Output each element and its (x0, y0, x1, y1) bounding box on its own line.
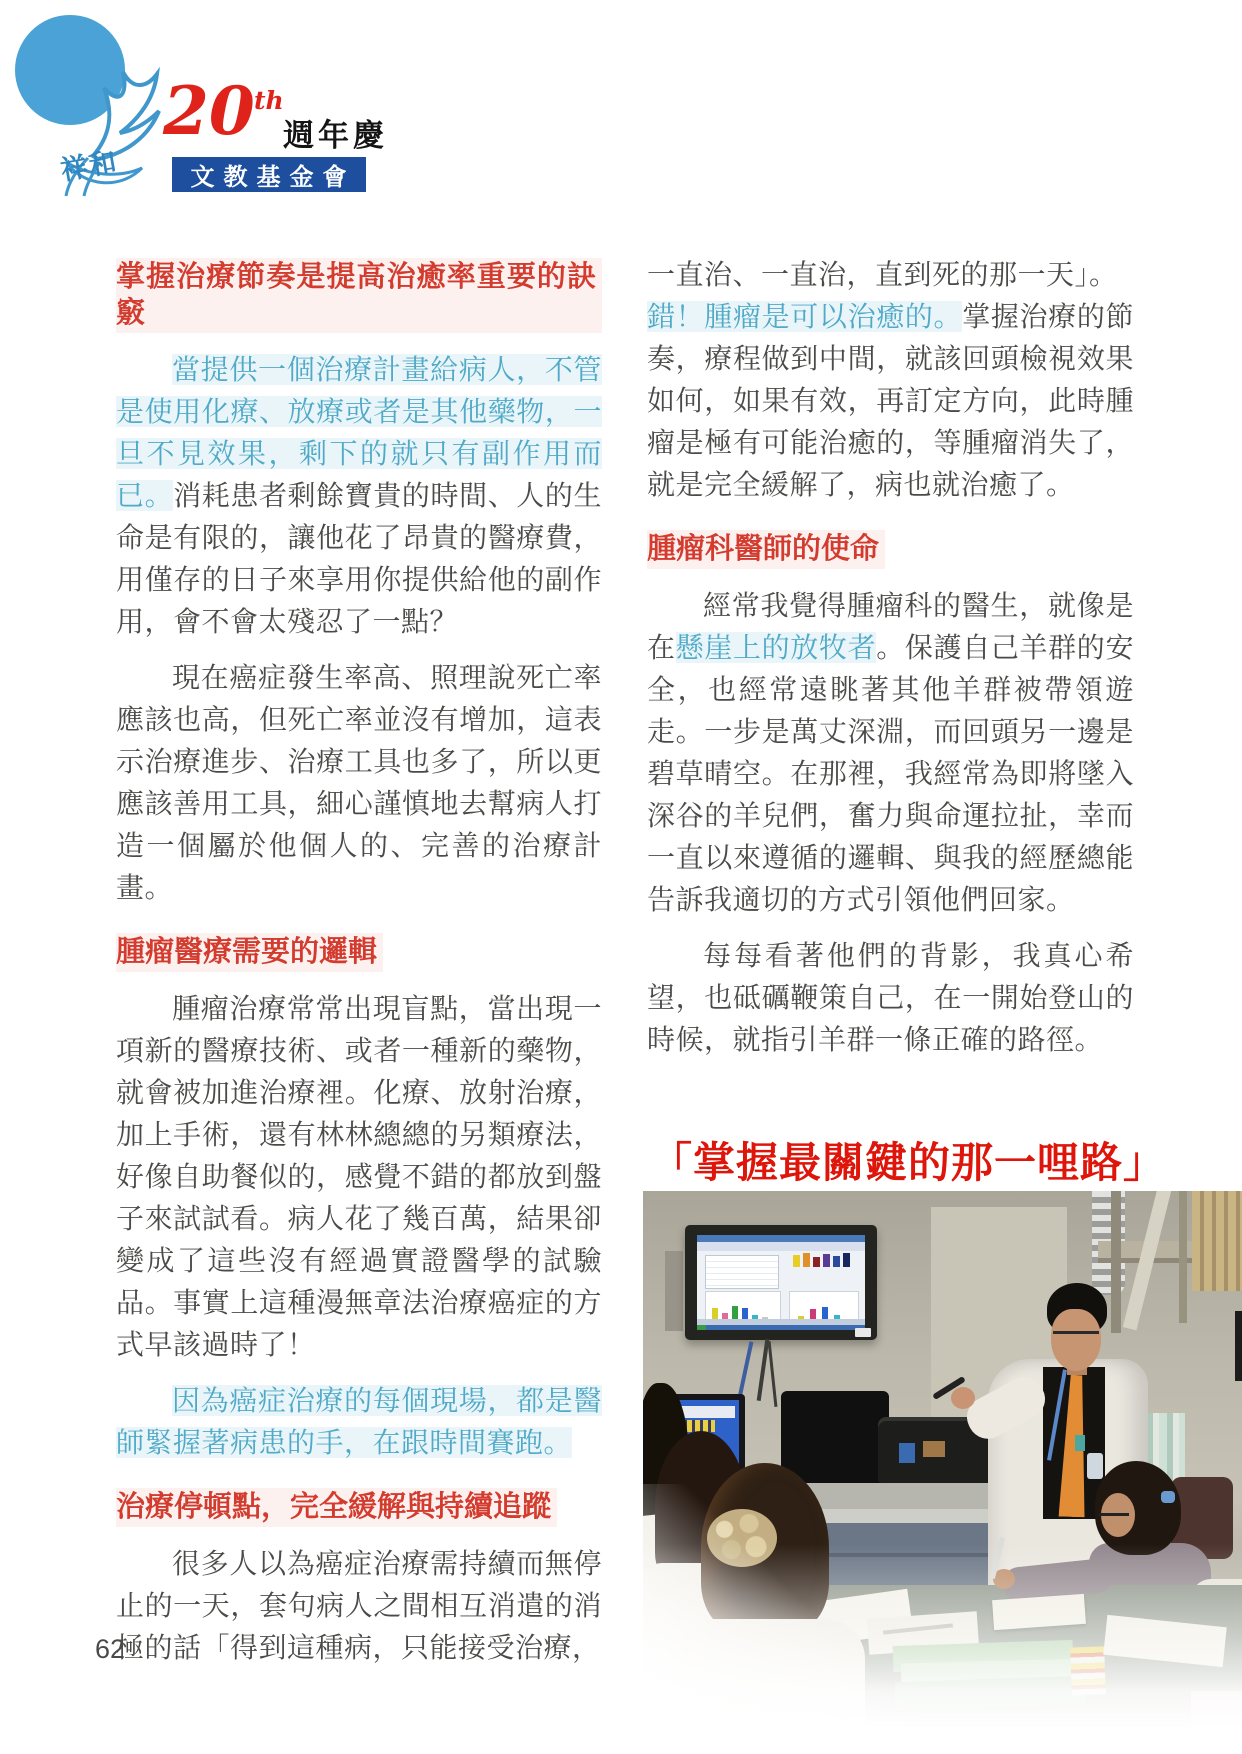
anniversary-label: 週年慶 (283, 118, 388, 154)
highlighted-text: 懸崖上的放牧者 (675, 632, 877, 663)
anniversary-suffix: th (254, 86, 284, 115)
anniversary-number: 20 (163, 72, 255, 150)
shelf-rail (1111, 1191, 1121, 1333)
heading-oncologist-mission: 腫瘤科醫師的使命 (647, 530, 885, 569)
tv-sticker (855, 1328, 871, 1337)
left-column (116, 254, 602, 1683)
paragraph (647, 254, 1134, 506)
body-text: 。保護自己羊群的安全，也經常遠眺著其他羊群被帶領遊走。一步是萬丈深淵，而回頭另一邊是碧草晴空。在那裡，我經常為即將墜入深谷的羊兒們，奮力與命運拉扯，幸而一直以來遵循的邏輯、與我的經歷總能告訴我適切的方式引領他們回家。 (647, 632, 1134, 915)
body-text: 消耗患者剩餘寶貴的時間、人的生命是有限的，讓他花了昂貴的醫療費，用僅存的日子來享用你提供給他的副作用，會不會太殘忍了一點？ (116, 480, 602, 637)
tv-screen (697, 1235, 865, 1330)
doctor-glasses (1053, 1331, 1099, 1343)
shelf-rail (1179, 1191, 1187, 1323)
paragraph: 現在癌症發生率高、照理說死亡率應該也高，但死亡率並沒有增加，這表示治療進步、治療工具也多了，所以更應該善用工具，細心謹慎地去幫病人打造一個屬於他個人的、完善的治療計畫。 (116, 662, 602, 903)
highlighted-text: 因為癌症治療的每個現場，都是醫師緊握著病患的手，在跟時間賽跑。 (116, 1385, 602, 1458)
wall-tv (685, 1225, 877, 1340)
attendee-glasses (1099, 1507, 1129, 1516)
tv-mini-bar-chart (791, 1249, 857, 1267)
heading-treatment-rhythm: 掌握治療節奏是提高治癒率重要的訣竅 (116, 258, 602, 333)
photo-caption: 「掌握最關鍵的那一哩路」 (650, 1138, 1167, 1187)
body-text: 掌握治療的節奏，療程做到中間，就該回頭檢視效果如何，如果有效，再訂定方向，此時腫瘤是極有可能治癒的，等腫瘤消失了，就是完全緩解了，病也就治癒了。 (647, 301, 1134, 500)
doctor-hand (951, 1387, 975, 1409)
page-number: 62 (95, 1634, 126, 1664)
body-text: 經常我覺得腫瘤科的醫生，就像是在 (647, 590, 1134, 663)
paragraph (116, 349, 602, 643)
tv-data-table (705, 1255, 779, 1289)
doctor-badge-clip (1075, 1435, 1085, 1451)
right-column (647, 254, 1134, 1075)
tv-window-titlebar (697, 1235, 865, 1242)
tv-start-button (697, 1325, 706, 1330)
tv-taskbar (697, 1325, 865, 1330)
shelf-slats (1192, 1191, 1242, 1291)
dark-edge (1235, 1311, 1242, 1381)
tv-wall-mount (665, 1251, 683, 1331)
meeting-photo (643, 1191, 1242, 1754)
paragraph (116, 1380, 602, 1464)
doctor-badge (1087, 1453, 1103, 1479)
paragraph: 很多人以為癌症治療需持續而無停止的一天，套句病人之間相互消遣的消極的話「得到這種病，只能接受治療， (116, 1548, 602, 1663)
pen-cup (899, 1443, 915, 1463)
attendee-hairclip (1161, 1491, 1175, 1503)
cable (768, 1341, 778, 1407)
heading-treatment-pause: 治療停頓點，完全緩解與持續追蹤 (116, 1488, 557, 1527)
foundation-banner: 文教基金會 (172, 157, 366, 192)
highlighted-text: 當提供一個治療計畫給病人，不管是使用化療、放療或者是其他藥物，一旦不見效果，剩下的就只有副作用而已。 (116, 354, 602, 511)
photo-fade (643, 1544, 1242, 1754)
body-text: 一直治、一直治，直到死的那一天」。 (647, 259, 1118, 290)
paragraph: 每每看著他們的背影，我真心希望，也砥礪鞭策自己，在一開始登山的時候，就指引羊群一條正確的路徑。 (647, 940, 1134, 1055)
paragraph: 腫瘤治療常常出現盲點，當出現一項新的醫療技術、或者一種新的藥物，就會被加進治療裡。化療、放射治療，加上手術，還有林林總總的另類療法，好像自助餐似的，感覺不錯的都放到盤子來試試看。病人花了幾百萬，結果卻變成了這些沒有經過實證醫學的試驗品。事實上這種漫無章法治療癌症的方式早該過時了！ (116, 993, 602, 1360)
brand-name: 祥和 (58, 146, 121, 187)
paragraph (647, 585, 1134, 921)
highlighted-text: 錯！腫瘤是可以治癒的。 (647, 301, 963, 332)
desk-box (923, 1441, 945, 1457)
heading-oncology-logic: 腫瘤醫療需要的邏輯 (116, 933, 383, 972)
